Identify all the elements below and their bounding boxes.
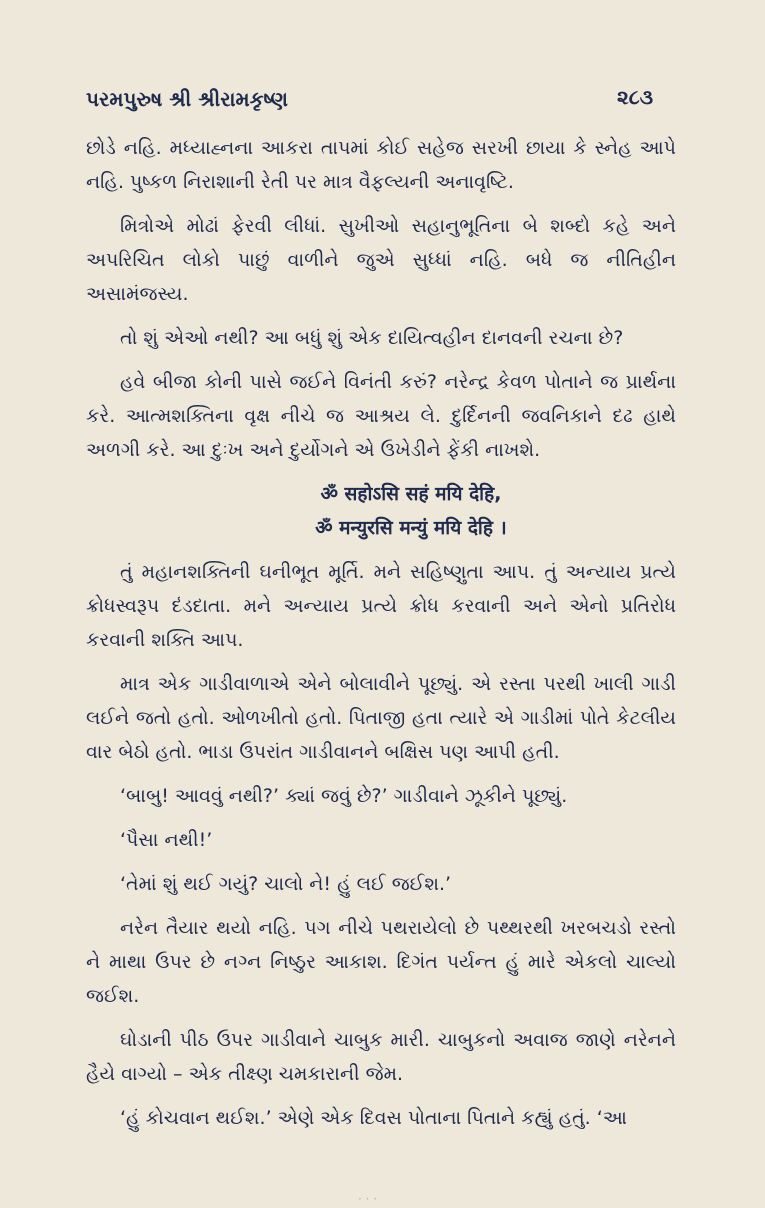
page-body [86,131,676,1135]
paragraph: તું મહાનશક્તિની ઘનીભૂત મૂર્તિ. મને સહિષ્ણુતા આપ. તું અન્યાય પ્રત્યે ક્રોધસ્વરૂપ દંડદાતા. મને અન્યાય પ્રત્યે ક્રોધ કરવાની અને એનો પ્રતિરોધ કરવાની શક્તિ આપ. [86,561,676,651]
running-title: પરમપુરુષ શ્રી શ્રીરામકૃષ્ણ [86,87,288,111]
sanskrit-verse [86,477,676,545]
dialogue-line: ‘બાબુ! આવવું નથી?’ ક્યાં જવું છે?’ ગાડીવાને ઝૂકીને પૂછ્યું. [120,785,568,807]
verse-line: ॐ सहोऽसि सहं मयि देहि, [320,483,502,505]
dialogue-line: ‘પૈસા નથી!’ [120,829,213,851]
paragraph: છોડે નહિ. મધ્યાહ્નના આકરા તાપમાં કોઈ સહેજ સરખી છાયા કે સ્નેહ આપે નહિ. પુષ્કળ નિરાશાની રેતી પર માત્ર વૈફલ્યની અનાવૃષ્ટિ. [86,137,676,193]
paragraph: તો શું એઓ નથી? આ બધું શું એક દાયિત્વહીન દાનવની રચના છે? [120,327,624,349]
paragraph: ‘હું કોચવાન થઈશ.’ એણે એક દિવસ પોતાના પિતાને કહ્યું હતું. ‘આ [120,1107,627,1129]
dialogue-line: ‘તેમાં શું થઈ ગયું? ચાલો ને! હું લઈ જઈશ.’ [120,873,452,895]
paper-smudge: · · · [358,1192,378,1206]
page-number: ૨૮૩ [617,85,654,109]
verse-line: ॐ मन्युरसि मन्युं मयि देहि । [315,517,507,539]
paragraph: ઘોડાની પીઠ ઉપર ગાડીવાને ચાબુક મારી. ચાબુકનો અવાજ જાણે નરેનને હૈયે વાગ્યો – એક તીક્ષ્ણ ચમકારાની જેમ. [86,1029,676,1085]
paragraph: માત્ર એક ગાડીવાળાએ એને બોલાવીને પૂછ્યું. એ રસ્તા પરથી ખાલી ગાડી લઈને જતો હતો. ઓળખીતો હતો. પિતાજી હતા ત્યારે એ ગાડીમાં પોતે કેટલીય વાર બેઠો હતો. ભાડા ઉપરાંત ગાડીવાનને બક્ષિસ પણ આપી હતી. [86,673,676,763]
paragraph: હવે બીજા કોની પાસે જઈને વિનંતી કરું? નરેન્દ્ર કેવળ પોતાને જ પ્રાર્થના કરે. આત્મશક્તિના વૃક્ષ નીચે જ આશ્રય લે. દુર્દિનની જવનિકાને દઢ હાથે અળગી કરે. આ દુઃખ અને દુર્યોગને એ ઉખેડીને ફેંકી નાખશે. [86,371,676,461]
paragraph: નરેન તૈયાર થયો નહિ. પગ નીચે પથરાયેલો છે પથ્થરથી ખરબચડો રસ્તો ને માથા ઉપર છે નગ્ન નિષ્ઠુર આકાશ. દિગંત પર્યન્ત હું મારે એકલો ચાલ્યો જઈશ. [86,917,676,1007]
paragraph: મિત્રોએ મોઢાં ફેરવી લીધાં. સુખીઓ સહાનુભૂતિના બે શબ્દો કહે અને અપરિચિત લોકો પાછું વાળીને જુએ સુધ્ધાં નહિ. બધે જ નીતિહીન અસામંજસ્ય. [86,215,676,305]
